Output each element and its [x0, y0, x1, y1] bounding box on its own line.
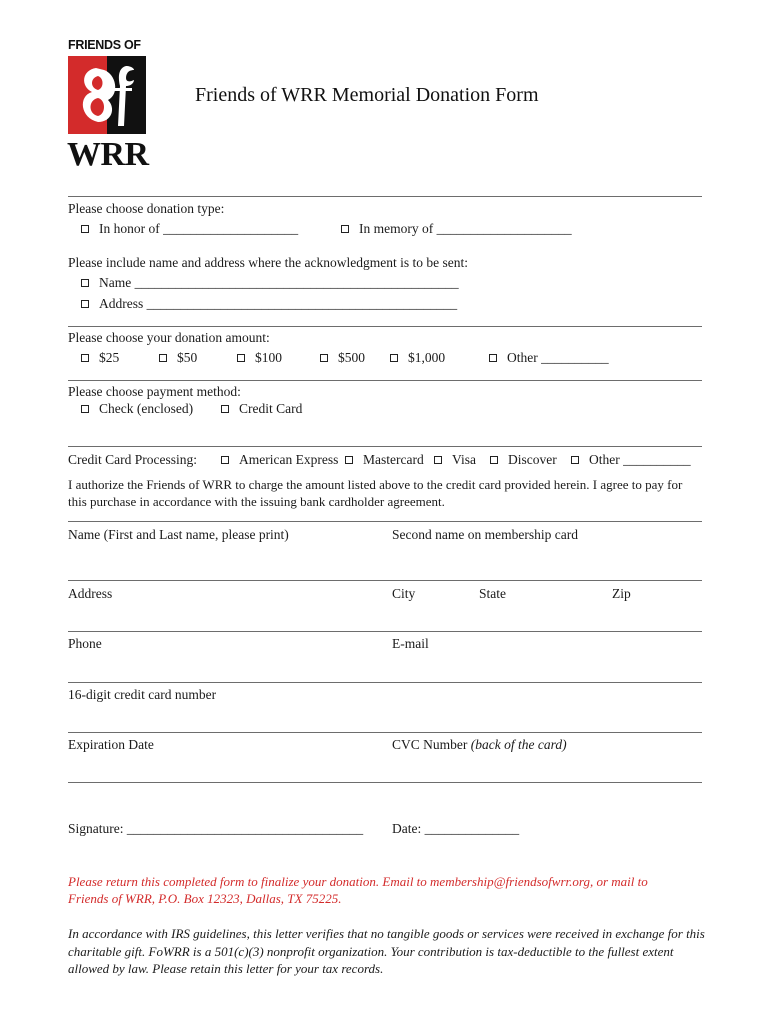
logo-monogram-icon	[68, 56, 146, 134]
honor-label: In honor of ____________________	[99, 221, 299, 236]
honor-checkbox[interactable]	[81, 225, 89, 233]
signature-field[interactable]: Signature: ___________________________________	[68, 821, 364, 836]
divider	[68, 380, 702, 381]
amount-option: $25	[99, 350, 120, 365]
amount-checkbox[interactable]	[489, 354, 497, 362]
amount-checkbox[interactable]	[159, 354, 167, 362]
zip-field-label: Zip	[612, 586, 631, 601]
amount-option: $100	[255, 350, 282, 365]
card-label: Credit Card	[239, 401, 303, 416]
ack-name-field[interactable]: Name ________________________________________________	[99, 275, 459, 290]
logo-top-text: FRIENDS OF	[68, 38, 141, 52]
amount-option: $500	[338, 350, 365, 365]
logo-bottom-text: WRR	[67, 136, 149, 173]
amount-checkbox[interactable]	[81, 354, 89, 362]
divider	[68, 196, 702, 197]
state-field-label: State	[479, 586, 506, 601]
divider	[68, 732, 702, 733]
name-field-label: Name (First and Last name, please print)	[68, 527, 289, 542]
address-field-label: Address	[68, 586, 113, 601]
amount-option: $1,000	[408, 350, 446, 365]
card-type-checkbox[interactable]	[221, 456, 229, 464]
divider	[68, 446, 702, 447]
card-type-checkbox[interactable]	[434, 456, 442, 464]
check-checkbox[interactable]	[81, 405, 89, 413]
ack-address-field[interactable]: Address ______________________________________________	[99, 296, 458, 311]
amount-checkbox[interactable]	[390, 354, 398, 362]
card-type-option: Other __________	[589, 452, 691, 467]
divider	[68, 631, 702, 632]
cvc-field-label	[392, 737, 567, 753]
memory-label: In memory of ____________________	[359, 221, 572, 236]
divider	[68, 580, 702, 581]
card-type-checkbox[interactable]	[490, 456, 498, 464]
payment-label: Please choose payment method:	[68, 384, 241, 399]
ack-address-checkbox[interactable]	[81, 300, 89, 308]
second-name-field-label: Second name on membership card	[392, 527, 578, 542]
memory-checkbox[interactable]	[341, 225, 349, 233]
cvc-note: (back of the card)	[470, 737, 567, 752]
card-type-option: Discover	[508, 452, 557, 467]
divider	[68, 326, 702, 327]
card-type-option: Visa	[452, 452, 476, 467]
card-number-field-label: 16-digit credit card number	[68, 687, 217, 702]
card-type-checkbox[interactable]	[571, 456, 579, 464]
divider	[68, 782, 702, 783]
expiration-field-label: Expiration Date	[68, 737, 154, 752]
amount-option: Other __________	[507, 350, 609, 365]
card-checkbox[interactable]	[221, 405, 229, 413]
card-type-checkbox[interactable]	[345, 456, 353, 464]
page-title: Friends of WRR Memorial Donation Form	[195, 84, 539, 106]
acknowledgment-label: Please include name and address where the acknowledgment is to be sent:	[68, 255, 468, 270]
return-note: Friends of WRR, P.O. Box 12323, Dallas, TX 75225.	[68, 891, 342, 906]
irs-note: In accordance with IRS guidelines, this letter verifies that no tangible goods or services were received in exchange for this	[68, 926, 705, 941]
authorize-text: I authorize the Friends of WRR to charge the amount listed above to the credit card provided herein. I agree to pay for	[68, 477, 683, 492]
irs-note: charitable gift. FoWRR is a 501(c)(3) nonprofit organization. Your contribution is tax-deductible to the fullest extent	[68, 944, 674, 959]
card-type-option: American Express	[239, 452, 339, 467]
cvc-label: CVC Number	[392, 737, 468, 752]
ack-name-checkbox[interactable]	[81, 279, 89, 287]
email-field-label: E-mail	[392, 636, 429, 651]
phone-field-label: Phone	[68, 636, 102, 651]
divider	[68, 682, 702, 683]
city-field-label: City	[392, 586, 416, 601]
card-type-option: Mastercard	[363, 452, 424, 467]
amount-checkbox[interactable]	[320, 354, 328, 362]
amount-label: Please choose your donation amount:	[68, 330, 270, 345]
check-label: Check (enclosed)	[99, 401, 194, 416]
amount-option: $50	[177, 350, 198, 365]
return-note: Please return this completed form to finalize your donation. Email to membership@friendsofwrr.org, or mail to	[68, 874, 648, 889]
authorize-text: this purchase in accordance with the issuing bank cardholder agreement.	[68, 494, 445, 509]
irs-note: allowed by law. Please retain this letter for your tax records.	[68, 961, 384, 976]
amount-checkbox[interactable]	[237, 354, 245, 362]
card-processing-label: Credit Card Processing:	[68, 452, 197, 467]
logo-mark	[68, 56, 146, 134]
date-field[interactable]: Date: ______________	[392, 821, 520, 836]
divider	[68, 521, 702, 522]
donation-type-label: Please choose donation type:	[68, 201, 225, 216]
